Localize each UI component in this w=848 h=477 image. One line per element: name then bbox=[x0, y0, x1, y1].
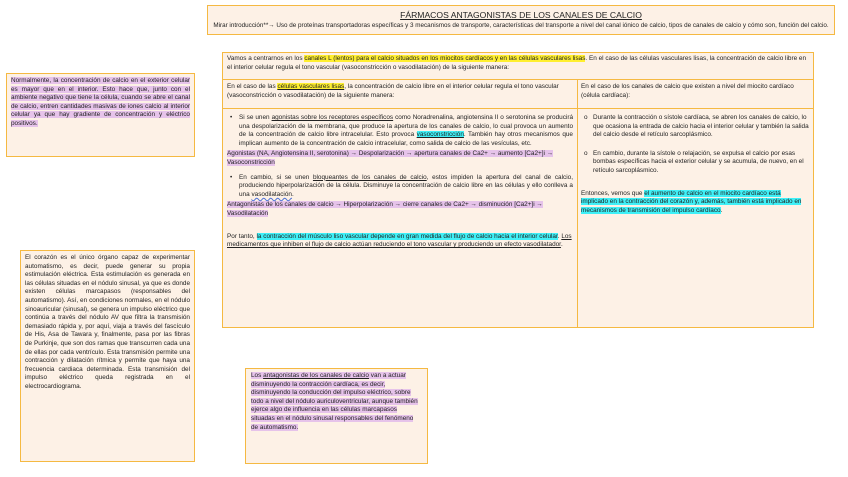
calcium-gradient-note bbox=[6, 73, 195, 157]
conclusion-e: . bbox=[560, 241, 563, 249]
antagonists-flow: Antagonistas de los canales de calcio → Hiperpolarización → cierre canales de Ca2+ → disminución [Ca2+]i → Vasodilatación bbox=[227, 201, 543, 217]
bottom-term: antagonistas de los canales de calcio bbox=[263, 372, 369, 379]
bullet-icon: • bbox=[230, 173, 233, 181]
conclusion-a: Por tanto, bbox=[227, 232, 257, 240]
bullet1-a: Si se unen bbox=[239, 114, 272, 121]
bullet1-c: como Noradrenalina, angiotensina II o serotonina se producirá una despolarización de la membrana, que produce la apertura de los canales de calcio, lo cual provoca un aumento de la concentración de calcio libre intracelular. Esto provoca bbox=[239, 114, 574, 139]
heart-automatism-text: El corazón es el único órgano capaz de experimentar automatismo, es decir, puede generar su propia estimulación eléctrica. Esta estimulación es generada en las células situadas en el nódulo sinusal, ya que es donde existen células marcapasos (responsables del automatismo). Así, en condiciones normales, en el nódulo sinoauricular (sinusal), se genera un impulso eléctrico que continúa a través del nódulo AV que filtra la transmisión demasiado rápida y, por aquí, viaja a través del fascículo de His, Asa de Tawara y, finalmente, pasa por las fibras de Purkinje, que son dos ramas que transcurren cada una de ellas por cada ventrículo. Esta transmisión permite una contracción y dilatación rítmica y permite que haya una frecuencia cardiaca determinada. Esta transmisión del impulso eléctrico queda registrada en el electrocardiograma. bbox=[25, 254, 190, 390]
bottom-a: Los bbox=[251, 372, 264, 379]
main-intro bbox=[223, 53, 813, 80]
vascular-head-a: En el caso de las bbox=[227, 83, 278, 90]
main-mechanism-box bbox=[222, 52, 814, 328]
cardiac-column-header bbox=[577, 80, 813, 109]
calcium-gradient-text: Normalmente, la concentración de calcio en el exterior celular es mayor que en el interior. Esto hace que, junto con el ambiente negativo que tiene la célula, cuando se abre el canal de calcio, entren cantidades masivas de iones calcio al interior celular ya que hay gradiente de concentración y eléctrico positivos. bbox=[11, 77, 190, 127]
relaxation-text: En cambio, durante la sístole o relajación, se expulsa el calcio por esas bombas específicas hacia el exterior celular y se acumula, de nuevo, en el retículo sarcoplásmico. bbox=[593, 149, 804, 174]
list-item bbox=[227, 114, 573, 148]
cardiac-column bbox=[577, 80, 813, 327]
vascular-conclusion bbox=[227, 233, 573, 250]
blockers-term: bloqueantes de los canales de calcio bbox=[312, 173, 427, 181]
vasodilation-term: vasodilatación bbox=[251, 190, 292, 198]
vascular-column bbox=[223, 80, 578, 327]
bullet-icon: o bbox=[584, 149, 588, 157]
cardiac-conclusion bbox=[581, 190, 809, 216]
antagonists-cardiac-note bbox=[245, 368, 428, 464]
title-box bbox=[207, 5, 835, 35]
conclusion-c: . bbox=[557, 232, 562, 240]
cardiac-conc-c: . bbox=[720, 206, 723, 214]
cardiac-head: En el caso de los canales de calcio que existen a nivel del miocito cardíaco (célula cardíaca): bbox=[581, 83, 794, 99]
cardiac-conc-highlight: el aumento de calcio en el miocito cardíaco está implicado en la contracción del corazón y, además, también está implicado en mecanismos de transmisión del impulso cardíaco bbox=[581, 189, 802, 214]
conclusion-drugs: Los medicamentos que inhiben el flujo de calcio actúan reduciendo el tono vascular y produciendo un efecto vasodilatador bbox=[227, 232, 572, 249]
vascular-column-body bbox=[223, 109, 577, 252]
heart-automatism-note bbox=[20, 250, 195, 462]
bullet2-a: En cambio, si se unen bbox=[239, 173, 313, 181]
list-item bbox=[581, 114, 809, 140]
intro-highlight: canales L (lentos) para el calcio situados en los miocitos cardíacos y en las células vasculares lisas bbox=[304, 55, 586, 62]
systole-text: Durante la contracción o sístole cardíaca, se abren los canales de calcio, lo que ocasiona la entrada de calcio hacia el interior celular y también la salida del calcio desde el retículo sarcoplásmico. bbox=[593, 114, 809, 139]
vascular-head-c: , la concentración de calcio libre en el interior celular regula el tono vascular (vasoconstricción o vasodilatación) de la siguiente manera: bbox=[227, 83, 559, 99]
bullet2-e: . bbox=[291, 190, 294, 198]
vasoconstriction-term: vasoconstricción bbox=[416, 131, 464, 139]
agonists-flow: Agonistas (NA, Angiotensina II, serotonina) → Despolarización → apertura canales de Ca2+ → aumento [Ca2+]i → Vasoconstricción bbox=[227, 150, 554, 166]
list-item bbox=[581, 150, 809, 176]
list-item bbox=[227, 174, 573, 200]
page-title: FÁRMACOS ANTAGONISTAS DE LOS CANALES DE CALCIO bbox=[400, 10, 642, 20]
cardiac-conc-a: Entonces, vemos que bbox=[581, 189, 645, 197]
bullet-icon: • bbox=[230, 114, 233, 121]
intro-text-c: . En el caso de las células vasculares lisas, la concentración de calcio libre en el interior celular regula el tono vascular (vasoconstricción o vasodilatación) de la siguiente manera: bbox=[227, 55, 807, 71]
vascular-column-header bbox=[223, 80, 577, 109]
bullet2-c: , estos impiden la apertura del canal de calcio, produciendo hiperpolarización de la célula. Disminuye la concentración de calcio libre en las células y ello conlleva a una bbox=[239, 173, 573, 198]
agonists-term: agonistas sobre los receptores específicos bbox=[271, 114, 394, 121]
bullet-icon: o bbox=[584, 114, 588, 121]
cardiac-column-body bbox=[577, 109, 813, 217]
conclusion-highlight: la contracción del músculo liso vascular depende en gran medida del flujo de calcio hacia el interior celular bbox=[256, 232, 558, 240]
page-subtitle: Mirar introducción**→ Uso de proteínas transportadoras específicas y 3 mecanismos de transporte, características del transporte a nivel del canal iónico de calcio, tipos de canales de calcio y cómo son, función del calcio. bbox=[213, 22, 829, 29]
vascular-head-highlight: células vasculares lisas bbox=[277, 83, 345, 90]
bullet1-e: . También hay otros mecanismos que implican aumento de la concentración de calcio intracelular, como salida de calcio de las vesículas, etc. bbox=[239, 131, 573, 147]
intro-text-a: Vamos a centrarnos en los bbox=[227, 55, 305, 62]
bottom-c: van a actuar disminuyendo la contracción cardíaca, es decir, disminuyendo la conducción del impulso eléctrico, sobre todo a nivel del nódulo auriculoventricular, aunque también ejerce algo de influencia en las células marcapasos situadas en el nódulo sinusal responsables del fenómeno de automatismo. bbox=[251, 372, 418, 431]
